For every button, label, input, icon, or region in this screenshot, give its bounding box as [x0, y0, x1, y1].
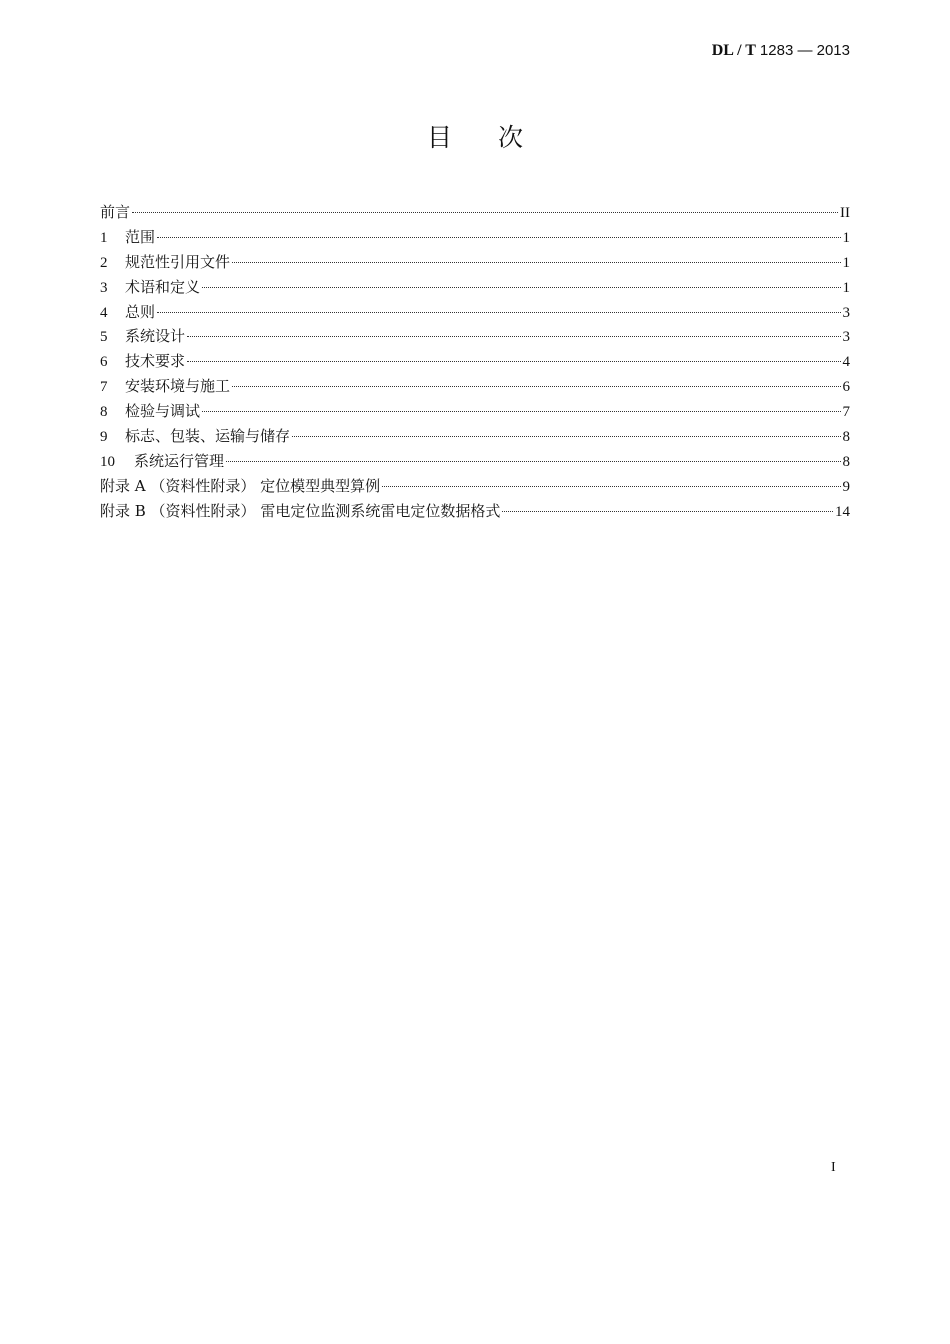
toc-dot-leader — [202, 286, 840, 288]
table-of-contents — [100, 200, 850, 524]
toc-entry-title: 附录 B （资料性附录） 雷电定位监测系统雷电定位数据格式 — [100, 501, 501, 520]
toc-entry-number: 3 — [100, 279, 108, 296]
toc-entry-5[interactable] — [100, 324, 850, 349]
toc-entry-title: 系统设计 — [125, 327, 186, 346]
standard-prefix: DL / T — [711, 42, 756, 59]
toc-entry-title: 附录 A （资料性附录） 定位模型典型算例 — [100, 476, 381, 495]
toc-dot-leader — [226, 460, 840, 462]
toc-entry-number: 4 — [100, 304, 108, 321]
toc-entry-title: 前言 — [100, 203, 131, 221]
toc-entry-page: 3 — [842, 304, 850, 321]
toc-entry-8[interactable] — [100, 399, 850, 424]
toc-entry-page: 8 — [842, 429, 850, 446]
toc-entry-title: 技术要求 — [125, 352, 186, 371]
toc-entry-4[interactable] — [100, 300, 850, 325]
toc-entry-9[interactable] — [100, 424, 850, 449]
toc-dot-leader — [232, 385, 840, 387]
toc-entry-page: 3 — [842, 329, 850, 346]
toc-dot-leader — [187, 335, 840, 337]
toc-entry-page: 4 — [842, 354, 850, 371]
toc-dot-leader — [157, 236, 840, 238]
toc-dot-leader — [382, 485, 840, 487]
toc-entry-title: 安装环境与施工 — [125, 377, 231, 396]
toc-entry-appendix-a[interactable] — [100, 474, 850, 499]
toc-entry-title: 规范性引用文件 — [125, 252, 231, 271]
toc-dot-leader — [292, 435, 840, 437]
toc-entry-page: 1 — [842, 229, 850, 246]
toc-entry-appendix-b[interactable] — [100, 499, 850, 524]
toc-entry-number: 7 — [100, 379, 108, 396]
toc-entry-page: 1 — [842, 254, 850, 271]
standard-code — [712, 42, 850, 60]
toc-entry-page: 9 — [842, 478, 850, 495]
page-number: I — [831, 1160, 836, 1175]
toc-entry-page: II — [840, 205, 850, 221]
toc-entry-number: 1 — [100, 229, 108, 246]
toc-entry-title: 系统运行管理 — [134, 451, 225, 470]
toc-entry-1[interactable] — [100, 225, 850, 250]
toc-dot-leader — [202, 410, 840, 412]
toc-entry-page: 6 — [842, 379, 850, 396]
toc-entry-number: 9 — [100, 429, 108, 446]
toc-dot-leader — [157, 311, 840, 313]
toc-entry-number: 6 — [100, 354, 108, 371]
toc-entry-number: 5 — [100, 329, 108, 346]
toc-entry-page: 7 — [842, 404, 850, 421]
toc-entry-title: 总则 — [125, 302, 156, 321]
toc-entry-foreword[interactable] — [100, 200, 850, 225]
toc-entry-page: 1 — [842, 279, 850, 296]
page-title: 目次 — [426, 123, 569, 152]
toc-entry-2[interactable] — [100, 250, 850, 275]
toc-entry-number: 2 — [100, 254, 108, 271]
toc-entry-7[interactable] — [100, 374, 850, 399]
toc-entry-title: 检验与调试 — [125, 402, 201, 421]
toc-entry-number: 10 — [100, 453, 115, 470]
toc-dot-leader — [132, 211, 838, 213]
toc-dot-leader — [502, 510, 833, 512]
toc-entry-6[interactable] — [100, 349, 850, 374]
toc-entry-page: 14 — [835, 503, 850, 520]
toc-entry-title: 范围 — [125, 227, 156, 246]
toc-entry-number: 8 — [100, 404, 108, 421]
toc-dot-leader — [187, 360, 840, 362]
toc-entry-10[interactable] — [100, 449, 850, 474]
toc-entry-3[interactable] — [100, 275, 850, 300]
toc-entry-title: 标志、包装、运输与储存 — [125, 427, 291, 446]
standard-number: 1283 — 2013 — [759, 42, 850, 59]
toc-dot-leader — [232, 261, 840, 263]
toc-entry-page: 8 — [842, 453, 850, 470]
toc-entry-title: 术语和定义 — [125, 277, 201, 296]
